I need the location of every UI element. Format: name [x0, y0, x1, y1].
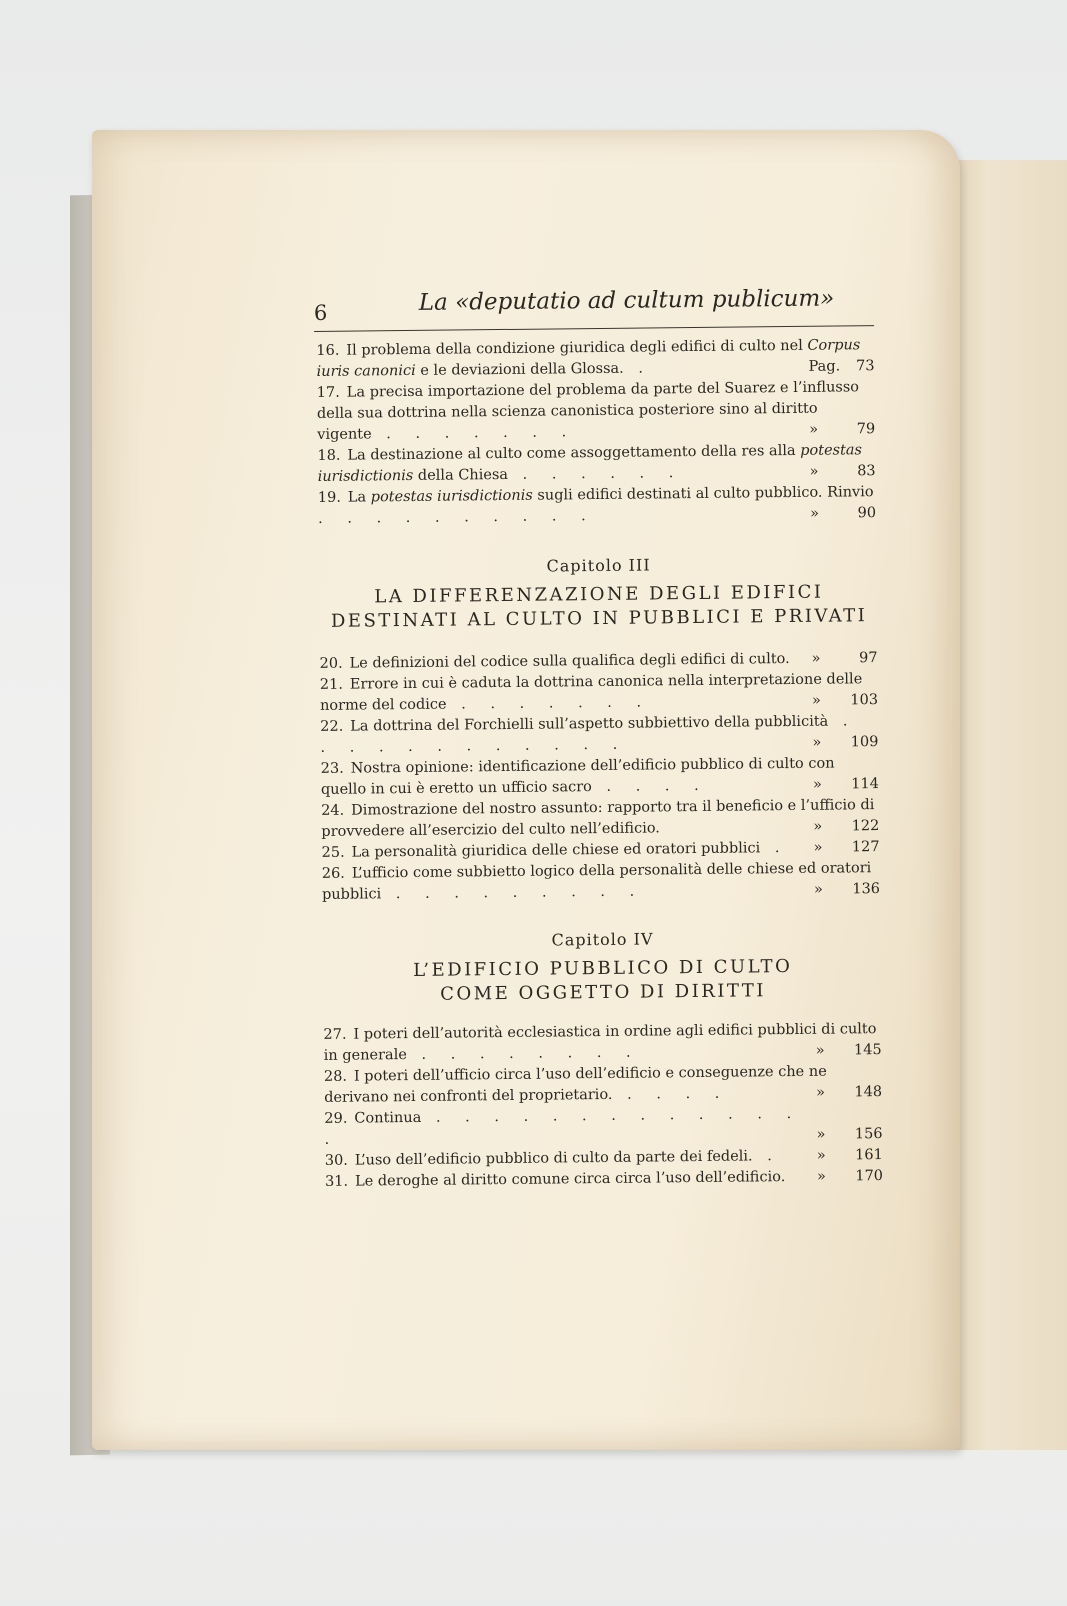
- chapter-title-line-2: COME OGGETTO DI DIRITTI: [440, 980, 767, 1005]
- page-prefix: »: [809, 463, 819, 480]
- entry-page: [814, 1082, 882, 1104]
- page-prefix: »: [816, 1084, 826, 1101]
- page-number: 6: [313, 300, 328, 325]
- chapter-3-heading: [319, 553, 880, 634]
- entry-number: 25.: [321, 844, 345, 861]
- entry-page: [810, 690, 878, 712]
- page-prefix: »: [812, 734, 822, 751]
- page-value: 109: [850, 734, 879, 751]
- entry-title: [316, 337, 860, 380]
- toc-entry: [320, 669, 878, 717]
- entry-page: [812, 879, 880, 901]
- toc-group-chapter-3: [320, 648, 881, 906]
- entry-text-after: sugli edifici destinati al culto pubblico. Rinvio: [532, 484, 874, 504]
- leader-dots: .: [760, 840, 790, 857]
- page-value: 83: [857, 463, 876, 480]
- toc-entry: [317, 377, 876, 446]
- entry-page: [814, 1124, 882, 1146]
- entry-text: Continua: [354, 1109, 422, 1127]
- leader-dots: . . . . . .: [507, 465, 684, 483]
- entry-page: [815, 1166, 883, 1188]
- entry-title: [320, 671, 862, 714]
- page-value: 127: [851, 839, 880, 856]
- page-prefix: »: [815, 1042, 825, 1059]
- entry-page: [806, 356, 874, 378]
- entry-title: [324, 1064, 827, 1106]
- entry-text: L’ufficio come subbietto logico della personalità delle chiese ed oratori pubblici: [321, 860, 872, 903]
- page-value: 145: [853, 1042, 882, 1059]
- entry-italic: Corpus iuris canonici: [316, 337, 861, 380]
- entry-page: [814, 1040, 882, 1062]
- entry-number: 19.: [317, 489, 342, 506]
- page-prefix: »: [809, 505, 820, 522]
- entry-text: I poteri dell’autorità ecclesiastica in ordine agli edifici pubblici di culto in generale: [323, 1021, 877, 1064]
- page-prefix: »: [811, 650, 821, 667]
- toc-entry: [324, 1061, 882, 1109]
- chapter-title-line-2: DESTINATI AL CULTO IN PUBBLICI E PRIVATI: [330, 605, 868, 632]
- leader-dots: . . . . . . . .: [406, 1044, 641, 1064]
- page-value: 122: [851, 818, 880, 835]
- entry-number: 26.: [321, 865, 345, 882]
- entry-title: [317, 379, 859, 443]
- page-value: 170: [855, 1168, 884, 1185]
- entry-italic: potestas iurisdictionis: [317, 442, 863, 485]
- leader-dots: . . . . . . . . . .: [318, 508, 596, 527]
- page-value: 148: [854, 1084, 883, 1101]
- entry-text: Dimostrazione del nostro assunto: rapporto tra il beneficio e l’ufficio di provvedere all’esercizio del culto nell’edificio.: [321, 797, 875, 840]
- page-prefix: »: [811, 692, 821, 709]
- toc-entry: [320, 711, 878, 759]
- entry-text: Le definizioni del codice sulla qualifica degli edifici di culto.: [349, 651, 790, 672]
- entry-text: La: [347, 489, 371, 506]
- toc-group-chapter-2: [316, 335, 876, 530]
- chapter-4-heading: [322, 927, 883, 1008]
- chapter-title: [319, 580, 879, 634]
- entry-title: [350, 650, 862, 671]
- entry-text: La personalità giuridica delle chiese ed oratori pubblici: [351, 840, 761, 861]
- entry-number: 23.: [320, 760, 344, 777]
- page-prefix: »: [813, 818, 823, 835]
- toc-entry: [322, 858, 880, 906]
- entry-page: [808, 503, 876, 525]
- entry-title: [321, 756, 835, 798]
- entry-text-after: della Chiesa: [413, 466, 509, 484]
- leader-dots: .: [752, 1148, 782, 1165]
- entry-page: [811, 837, 879, 859]
- entry-text: Nostra opinione: identificazione dell’edificio pubblico di culto con quello in cui è eretto un ufficio sacro: [320, 755, 835, 798]
- entry-page: [811, 774, 879, 796]
- entry-title: [325, 1106, 802, 1148]
- entry-page: [811, 816, 879, 838]
- chapter-label: Capitolo IV: [551, 929, 654, 950]
- page-value: 79: [856, 421, 876, 438]
- page-prefix: »: [816, 1147, 826, 1164]
- page-prefix: »: [812, 776, 822, 793]
- leader-dots: . . . . . . .: [446, 694, 652, 713]
- toc-entry: [323, 1019, 881, 1067]
- entry-title: [318, 442, 862, 485]
- entry-text-after: e le deviazioni della Glossa.: [415, 360, 624, 379]
- toc-entry: [325, 1166, 883, 1193]
- entry-text: La dottrina del Forchielli sull’aspetto subbiettivo della pubblicità: [350, 713, 829, 735]
- chapter-label: Capitolo III: [546, 555, 651, 576]
- running-head: [314, 285, 874, 332]
- toc-group-chapter-4: [323, 1019, 883, 1193]
- entry-title: [322, 860, 871, 903]
- page-prefix: »: [813, 839, 823, 856]
- page-prefix: »: [816, 1126, 826, 1143]
- page-prefix: Pag.: [808, 358, 841, 375]
- entry-title: [324, 1021, 877, 1064]
- entry-page: [810, 732, 878, 754]
- toc-entry: [316, 335, 874, 383]
- entry-number: 31.: [324, 1173, 349, 1190]
- entry-number: 18.: [317, 447, 341, 464]
- toc-entry: [317, 440, 875, 488]
- page-value: 114: [851, 776, 879, 793]
- entry-text: Le deroghe al diritto comune circa circa l’uso dell’edificio.: [354, 1169, 786, 1190]
- leader-dots: . . . . . . . . . . . . . .: [324, 1105, 802, 1148]
- entry-text: Errore in cui è caduta la dottrina canonica nella interpretazione delle norme del codice: [319, 671, 863, 714]
- toc-entry: [321, 795, 879, 843]
- entry-title: [320, 713, 857, 756]
- entry-number: 20.: [319, 655, 343, 672]
- page-value: 161: [855, 1147, 883, 1164]
- page-prefix: »: [809, 421, 819, 438]
- leader-dots: . . . . . . . . .: [381, 883, 645, 903]
- entry-text: I poteri dell’ufficio circa l’uso dell’edificio e conseguenze che ne derivano nei confronti del proprietario.: [324, 1063, 827, 1106]
- toc-entry: [318, 482, 876, 530]
- entry-text: La precisa importazione del problema da parte del Suarez e l’influsso della sua dottrina nella scienza canonistica posteriore sino al diritto vigente: [316, 379, 860, 443]
- page-value: 97: [859, 650, 878, 667]
- page-prefix: »: [813, 881, 823, 898]
- toc-entry: [321, 753, 879, 801]
- page-value: 156: [854, 1126, 883, 1143]
- page-prefix: »: [816, 1168, 826, 1185]
- leader-dots: . . . . . . .: [371, 424, 577, 443]
- leader-dots: . . . . . . . . . . . .: [320, 713, 858, 756]
- entry-number: 21.: [319, 676, 343, 693]
- entry-italic: potestas iurisdictionis: [370, 487, 533, 506]
- entry-title: [355, 1147, 854, 1168]
- entry-number: 29.: [324, 1110, 348, 1127]
- chapter-title-line-1: L’EDIFICIO PUBBLICO DI CULTO: [413, 956, 793, 981]
- leader-dots: .: [623, 360, 654, 377]
- entry-page: [807, 419, 875, 441]
- entry-title: [321, 797, 874, 840]
- entry-page: [809, 648, 877, 670]
- leader-dots: . . . .: [612, 1085, 730, 1103]
- page-value: 136: [852, 881, 881, 898]
- entry-title: [352, 839, 862, 860]
- entry-text: La destinazione al culto come assoggettamento della res alla: [347, 442, 801, 464]
- entry-page: [808, 461, 876, 483]
- entry-text: Il problema della condizione giuridica degli edifici di culto nel: [346, 337, 808, 359]
- entry-number: 30.: [324, 1152, 348, 1169]
- chapter-title: [323, 954, 883, 1008]
- leader-dots: . . . .: [591, 777, 709, 796]
- entry-text: L’uso dell’edificio pubblico di culto da parte dei fedeli.: [354, 1148, 753, 1169]
- entry-title: [355, 1168, 857, 1189]
- entry-number: 27.: [323, 1026, 347, 1043]
- entry-title: [318, 484, 877, 527]
- entry-number: 22.: [320, 718, 344, 735]
- page-value: 103: [850, 692, 879, 709]
- entry-number: 16.: [316, 342, 340, 359]
- entry-number: 17.: [316, 384, 340, 401]
- running-title: La «deputatio ad cultum publicum»: [418, 285, 835, 316]
- entry-page: [815, 1145, 883, 1167]
- entry-number: 24.: [321, 802, 345, 819]
- page-value: 73: [855, 358, 875, 375]
- entry-number: 28.: [323, 1068, 348, 1085]
- chapter-title-line-1: LA DIFFERENZAZIONE DEGLI EDIFICI: [374, 581, 824, 608]
- toc-entry: [324, 1103, 882, 1151]
- page-value: 90: [857, 505, 877, 522]
